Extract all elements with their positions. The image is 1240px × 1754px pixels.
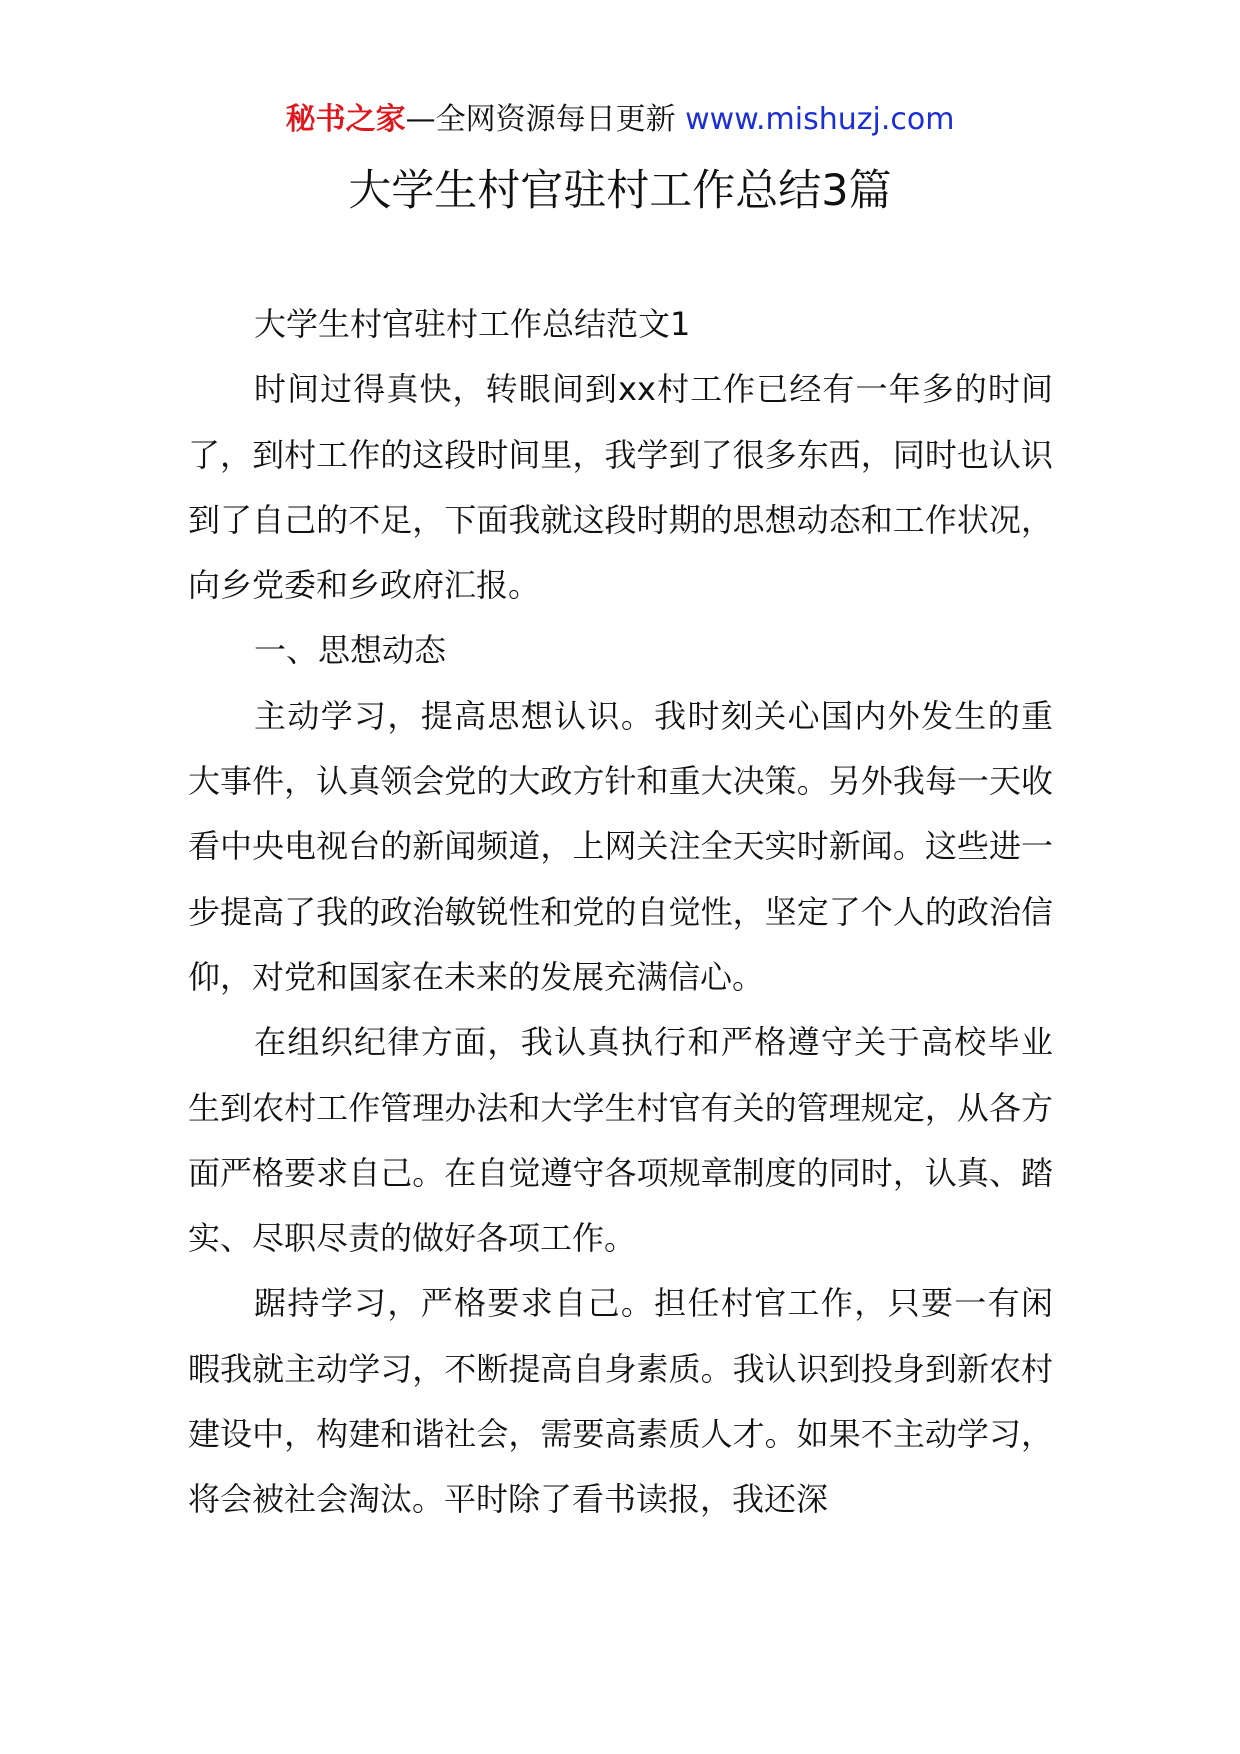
site-tagline: —全网资源每日更新 [405,102,676,137]
paragraph-intro: 时间过得真快，转眼间到xx村工作已经有一年多的时间了，到村工作的这段时间里，我学到了很多东西，同时也认识到了自己的不足，下面我就这段时期的思想动态和工作状况，向乡党委和乡政府汇报。 [188,370,1053,605]
site-brand: 秘书之家 [285,102,406,137]
paragraph-persistent-learning: 踞持学习，严格要求自己。担任村官工作，只要一有闲暇我就主动学习，不断提高自身素质。我认识到投身到新农村建设中，构建和谐社会，需要高素质人才。如果不主动学习，将会被社会淘汰。平时除了看书读报，我还深 [188,1284,1053,1519]
section-heading-sample-1: 大学生村官驻村工作总结范文1 [254,305,691,343]
site-header [0,100,1240,140]
document-title: 大学生村官驻村工作总结3篇 [348,166,892,216]
paragraph-active-learning: 主动学习，提高思想认识。我时刻关心国内外发生的重大事件，认真领会党的大政方针和重大决策。另外我每一天收看中央电视台的新闻频道，上网关注全天实时新闻。这些进一步提高了我的政治敏锐性和党的自觉性，坚定了个人的政治信仰，对党和国家在未来的发展充满信心。 [188,696,1053,996]
site-url-link[interactable]: www.mishuzj.com [685,102,955,137]
section-heading-thinking: 一、思想动态 [254,631,447,670]
paragraph-discipline: 在组织纪律方面，我认真执行和严格遵守关于高校毕业生到农村工作管理办法和大学生村官有关的管理规定，从各方面严格要求自己。在自觉遵守各项规章制度的同时，认真、踏实、尽职尽责的做好各项工作。 [188,1023,1053,1258]
document-body [188,292,1053,1533]
